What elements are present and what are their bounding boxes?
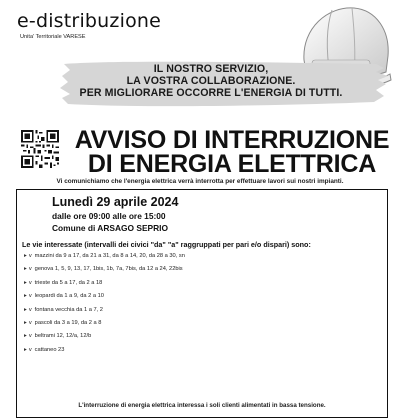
bullet-icon: ▸ <box>24 293 27 300</box>
list-item: ▸ v cattaneo 23 <box>24 346 65 353</box>
bullet-icon: ▸ <box>24 333 27 340</box>
logo-text: e-distribuzione <box>17 10 162 32</box>
streets-heading: Le vie interessate (intervalli dei civici "da" "a" raggruppati per pari e/o dispari) sono: <box>22 240 311 249</box>
unit-label: Unita' Territoriale VARESE <box>20 34 86 40</box>
outage-hours: dalle ore 09:00 alle ore 15:00 <box>52 211 166 221</box>
list-item: ▸ v genova 1, 5, 9, 13, 17, 1bis, 1b, 7a, 7bis, da 12 a 24, 22bis <box>24 266 183 273</box>
qr-code[interactable] <box>21 130 59 168</box>
bullet-icon: ▸ <box>24 319 27 326</box>
title-line-2: DI ENERGIA ELETTRICA <box>87 150 377 178</box>
outage-comune: Comune di ARSAGO SEPRIO <box>52 223 169 233</box>
notice-title <box>64 128 400 176</box>
slogan-line-3: PER MIGLIORARE OCCORRE L'ENERGIA DI TUTTI. <box>79 87 343 99</box>
footer-note: L'interruzione di energia elettrica interessa i soli clienti alimentati in bassa tensione. <box>78 402 326 409</box>
title-line-1: AVVISO DI INTERRUZIONE <box>74 126 390 154</box>
bullet-icon: ▸ <box>24 279 27 286</box>
list-item: ▸ v fontana vecchia da 1 a 7, 2 <box>24 306 103 313</box>
bullet-icon: ▸ <box>24 346 27 353</box>
slogan-banner <box>58 58 390 110</box>
slogan-line-2: LA VOSTRA COLLABORAZIONE. <box>126 75 296 87</box>
bullet-icon: ▸ <box>24 306 27 313</box>
list-item: ▸ v mazzini da 9 a 17, da 21 a 31, da 8 a 14, 20, da 28 a 30, sn <box>24 253 185 259</box>
bullet-icon: ▸ <box>24 266 27 273</box>
intro-text: Vi comunichiamo che l'energia elettrica verrà interrotta per effettuare lavori sui nostri impianti. <box>56 178 344 185</box>
notice-panel <box>16 189 388 418</box>
brand-logo <box>17 10 162 40</box>
list-item: ▸ v pascoli da 3 a 19, da 2 a 8 <box>24 319 102 326</box>
outage-date: Lunedì 29 aprile 2024 <box>52 195 179 209</box>
streets-list <box>24 253 384 360</box>
list-item: ▸ v leopardi da 1 a 9, da 2 a 10 <box>24 293 104 300</box>
list-item: ▸ v beltrami 12, 12/a, 12/b <box>24 333 92 340</box>
list-item: ▸ v trieste da 5 a 17, da 2 a 18 <box>24 279 103 286</box>
bullet-icon: ▸ <box>24 253 27 259</box>
slogan-line-1: IL NOSTRO SERVIZIO, <box>153 63 269 75</box>
